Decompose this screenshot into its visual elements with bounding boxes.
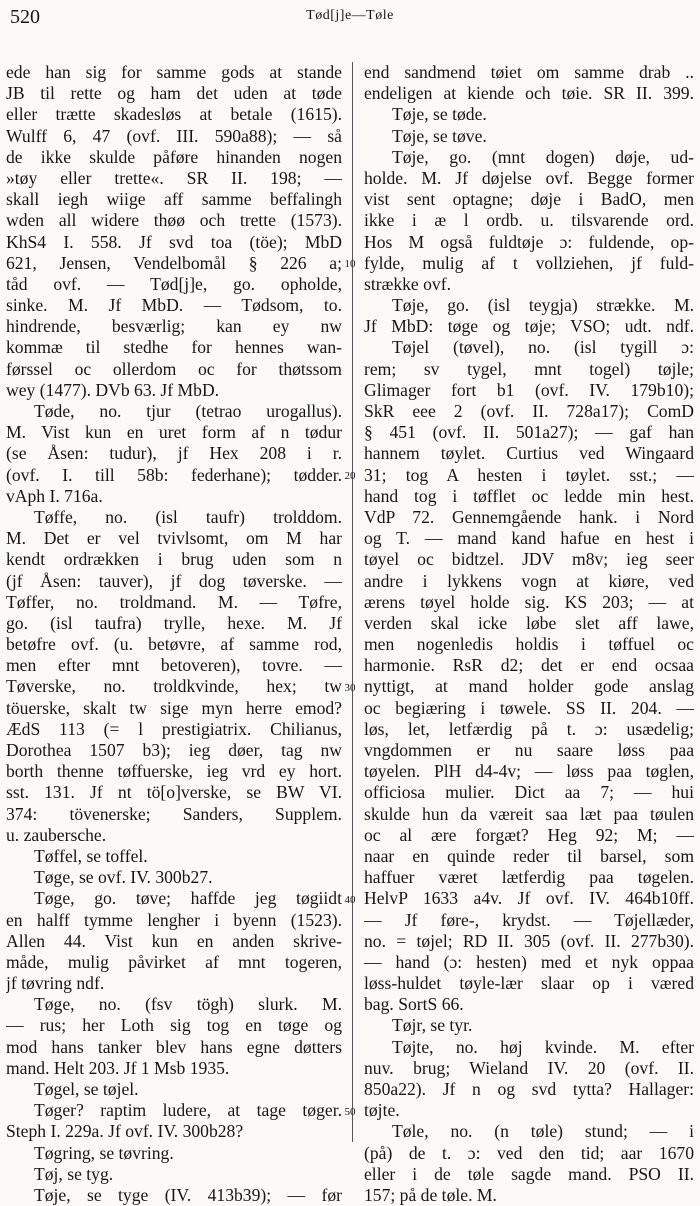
- column-divider: [352, 62, 353, 1142]
- text-line: 31; tog A hesten i tøylet. sst.; —: [364, 464, 694, 485]
- text-line: Tøje, se tyge (IV. 413b39); — før: [34, 1184, 342, 1205]
- text-line: de ikke skulde påføre hinanden nogen: [6, 146, 342, 167]
- text-line: fylde, mulig af t vollziehen, jf fuld-: [364, 252, 694, 273]
- line-number: 30: [344, 681, 356, 694]
- text-line: Tøj, se tyg.: [34, 1163, 114, 1184]
- text-line: borth thenne tøffuerske, ieg vrd ey hort.: [6, 761, 342, 782]
- text-line: vAph I. 716a.: [6, 485, 103, 506]
- text-line: skulde hun da væreit saa læt paa tøulen: [364, 803, 694, 824]
- text-line: eller i de tøle sagde mand. PSO II.: [364, 1163, 694, 1184]
- text-line: u. zaubersche.: [6, 824, 107, 845]
- text-line: M. Det er vel tvivlsomt, om M har: [6, 528, 342, 549]
- text-line: — hand (ɔ: hesten) med et nyk oppaa: [364, 951, 694, 972]
- text-line: Tøjte, no. høj kvinde. M. efter: [392, 1036, 694, 1057]
- text-line: Glimager fort b1 (ovf. IV. 179b10);: [364, 379, 694, 400]
- text-line: (på) de t. ɔ: ved den tid; aar 1670: [364, 1142, 694, 1163]
- text-line: måde, mulig påvirket af mnt togeren,: [6, 951, 342, 972]
- text-line: rem; sv tygel, mnt togel) tøjle;: [364, 358, 694, 379]
- text-line: kommæ til stedhe for hennes wan-: [6, 337, 342, 358]
- text-line: men nogenledis holdis i tøffuel oc: [364, 634, 694, 655]
- text-line: tøyelen. PlH d4-4v; — løss paa tøglen,: [364, 761, 694, 782]
- text-line: løss-huldet tøyle-lær slaar op i væred: [364, 973, 694, 994]
- text-line: andre i lykkens vogn at kiøre, ved: [364, 570, 694, 591]
- text-line: ærens tøyel holde sig. KS 203; — at: [364, 591, 694, 612]
- text-line: Wulff 6, 47 (ovf. III. 590a88); — så: [6, 125, 342, 146]
- text-line: jf tøvring ndf.: [6, 973, 105, 994]
- text-line: Tøge, se ovf. IV. 300b27.: [34, 867, 213, 888]
- text-line: sinke. M. Jf MbD. — Tødsom, to.: [6, 295, 342, 316]
- text-line: Tøgel, se tøjel.: [34, 1079, 139, 1099]
- text-line: haffuer været lætferdig paa tøgelen.: [364, 867, 694, 888]
- text-line: hand tog i tøfflet oc ledde min hest.: [364, 485, 694, 506]
- text-line: mod hans tanker blev hans egne døtters: [6, 1036, 342, 1057]
- text-line: strække ovf.: [364, 273, 451, 294]
- text-line: men efter mnt betoveren), tovre. —: [6, 655, 342, 676]
- text-line: wey (1477). DVb 63. Jf MbD.: [6, 379, 220, 400]
- text-line: ede han sig for samme gods at stande: [6, 62, 342, 82]
- text-line: Tøge, go. tøve; haffde jeg tøgiidt: [34, 888, 342, 909]
- text-line: ÆdS 113 (= l prestigiatrix. Chilianus,: [6, 718, 342, 739]
- text-line: Tøgring, se tøvring.: [34, 1142, 174, 1163]
- text-line: töuerske, skalt tw sige myn herre emod?: [6, 697, 342, 718]
- text-line: (ovf. I. till 58b: federhane); tødder.: [6, 464, 342, 485]
- text-line: hindrende, besværlig; kan ey nw: [6, 316, 342, 337]
- text-line: Tøjr, se tyr.: [392, 1015, 473, 1036]
- text-line: og T. — mand kand hafue en hest i: [364, 528, 694, 549]
- text-line: Tøje, go. (isl teygja) strække. M.: [392, 295, 694, 316]
- text-line: kendt ordrækken i brug uden som n: [6, 549, 342, 570]
- text-line: wden all widere thøø och trette (1573).: [6, 210, 342, 231]
- text-line: en halff tymme lengher i byenn (1523).: [6, 909, 342, 930]
- text-line: Tøjel (tøvel), no. (isl tygill ɔ:: [392, 337, 694, 358]
- text-line: løs, let, letfærdig på t. ɔ: usædelig;: [364, 718, 694, 739]
- text-line: officiosa mulier. Dict aa 7; — hui: [364, 782, 694, 803]
- text-line: 157; på de tøle. M.: [364, 1184, 497, 1205]
- line-number: 10: [344, 257, 356, 270]
- text-line: KhS4 I. 558. Jf svd toa (töe); MbD: [6, 231, 342, 252]
- text-line: Allen 44. Vist kun en anden skrive-: [6, 930, 342, 951]
- page-number: 520: [10, 6, 40, 28]
- text-line: nuv. brug; Wieland IV. 20 (ovf. II.: [364, 1057, 694, 1078]
- text-line: Tøle, no. (n tøle) stund; — i: [392, 1121, 694, 1142]
- text-line: holde. M. Jf døjelse ovf. Begge former: [364, 167, 694, 188]
- text-line: SkR eee 2 (ovf. II. 728a17); ComD: [364, 401, 694, 421]
- text-line: VdP 72. Gennemgående hank. i Nord: [364, 506, 694, 527]
- text-line: § 451 (ovf. II. 501a27); — gaf han: [364, 422, 694, 443]
- text-line: Jf MbD: tøge og tøje; VSO; udt. ndf.: [364, 316, 694, 337]
- page-header: [10, 6, 690, 34]
- text-line: Tøffel, se toffel.: [34, 845, 148, 866]
- text-line: Dorothea 1507 b3); ieg døer, tag nw: [6, 740, 342, 760]
- line-number: 40: [344, 893, 356, 906]
- text-line: 850a22). Jf n og svd tytta? Hallager:: [364, 1079, 694, 1099]
- text-line: Tøje, se tøde.: [392, 104, 487, 125]
- text-line: nyttigt, at mand holder gode anslag: [364, 676, 694, 697]
- text-line: tøyel oc bidtzel. JDV m8v; ieg seer: [364, 549, 694, 570]
- text-line: ikke i æ l ordb. u. tilsvarende ord.: [364, 210, 694, 231]
- text-line: 374: tövenerske; Sanders, Supplem.: [6, 803, 342, 824]
- text-line: Tøje, go. (mnt dogen) døje, ud-: [392, 146, 694, 167]
- text-line: verden skal icke løbe slet aff lawe,: [364, 612, 694, 633]
- text-line: tøjte.: [364, 1100, 400, 1121]
- text-line: no. = tøjel; RD II. 305 (ovf. II. 277b30).: [364, 930, 694, 951]
- line-number: 20: [344, 469, 356, 482]
- text-line: (jf Åsen: tauver), jf dog tøverske. —: [6, 570, 342, 591]
- text-line: end sandmend tøiet om samme drab ..: [364, 62, 694, 82]
- text-line: (se Åsen: tudur), jf Hex 208 i r.: [6, 443, 342, 464]
- text-line: Tøffe, no. (isl taufr) trolddom.: [34, 506, 342, 527]
- text-line: Tøge, no. (fsv tögh) slurk. M.: [34, 994, 342, 1015]
- running-head: Tød[j]e—Tøle: [306, 8, 394, 23]
- text-line: Tøverske, no. troldkvinde, hex; tw: [6, 676, 342, 697]
- text-line: M. Vist kun en uret form af n tødur: [6, 422, 342, 443]
- text-line: endeligen at kiende och tøie. SR II. 399.: [364, 83, 694, 104]
- text-line: vngdommen er nu saare løss paa: [364, 740, 694, 760]
- left-column: [6, 62, 342, 1206]
- text-line: betøfre ovf. (u. betøvre, af samme rod,: [6, 634, 342, 655]
- text-line: harmonie. RsR d2; det er end ocsaa: [364, 655, 694, 676]
- line-number: 50: [344, 1105, 356, 1118]
- text-line: Steph I. 229a. Jf ovf. IV. 300b28?: [6, 1121, 244, 1142]
- text-line: Tøde, no. tjur (tetrao urogallus).: [34, 401, 342, 421]
- text-line: bag. SortS 66.: [364, 994, 464, 1015]
- text-line: vist sent optagne; døje i BadO, men: [364, 189, 694, 210]
- text-line: 621, Jensen, Vendelbomål § 226 a;: [6, 252, 342, 273]
- right-column: [364, 62, 694, 1206]
- text-line: Tøje, se tøve.: [392, 125, 487, 146]
- text-line: Tøger? raptim ludere, at tage tøger.: [34, 1100, 342, 1121]
- text-line: førssel oc ollerdom oc for thøtssom: [6, 358, 342, 379]
- text-line: hannem tøylet. Curtius ved Wingaard: [364, 443, 694, 464]
- text-line: mand. Helt 203. Jf 1 Msb 1935.: [6, 1057, 230, 1078]
- text-line: naar en quinde reder til barsel, som: [364, 845, 694, 866]
- text-line: go. (isl taufra) trylle, hexe. M. Jf: [6, 612, 342, 633]
- text-line: Hos M også fuldtøje ɔ: fuldende, op-: [364, 231, 694, 252]
- text-line: Tøffer, no. troldmand. M. — Tøfre,: [6, 591, 342, 612]
- text-line: sst. 131. Jf nt tö[o]verske, se BW VI.: [6, 782, 342, 803]
- text-line: »tøy eller trette«. SR II. 198; —: [6, 167, 342, 188]
- text-line: — Jf føre-, krydst. — Tøjellæder,: [364, 909, 694, 930]
- text-line: oc al ære forgæt? Heg 92; M; —: [364, 824, 694, 845]
- text-line: oc begiæring i tøwele. SS II. 204. —: [364, 697, 694, 718]
- text-line: HelvP 1633 a4v. Jf ovf. IV. 464b10ff.: [364, 888, 694, 909]
- text-line: — rus; her Loth sig tog en tøge og: [6, 1015, 342, 1036]
- text-line: JB til rette og ham det uden at tøde: [6, 83, 342, 104]
- text-line: tåd ovf. — Tød[j]e, go. opholde,: [6, 273, 342, 294]
- text-line: eller trætte skadesløs at betale (1615).: [6, 104, 342, 125]
- text-line: skall iegh wiige aff samme beffalingh: [6, 189, 342, 210]
